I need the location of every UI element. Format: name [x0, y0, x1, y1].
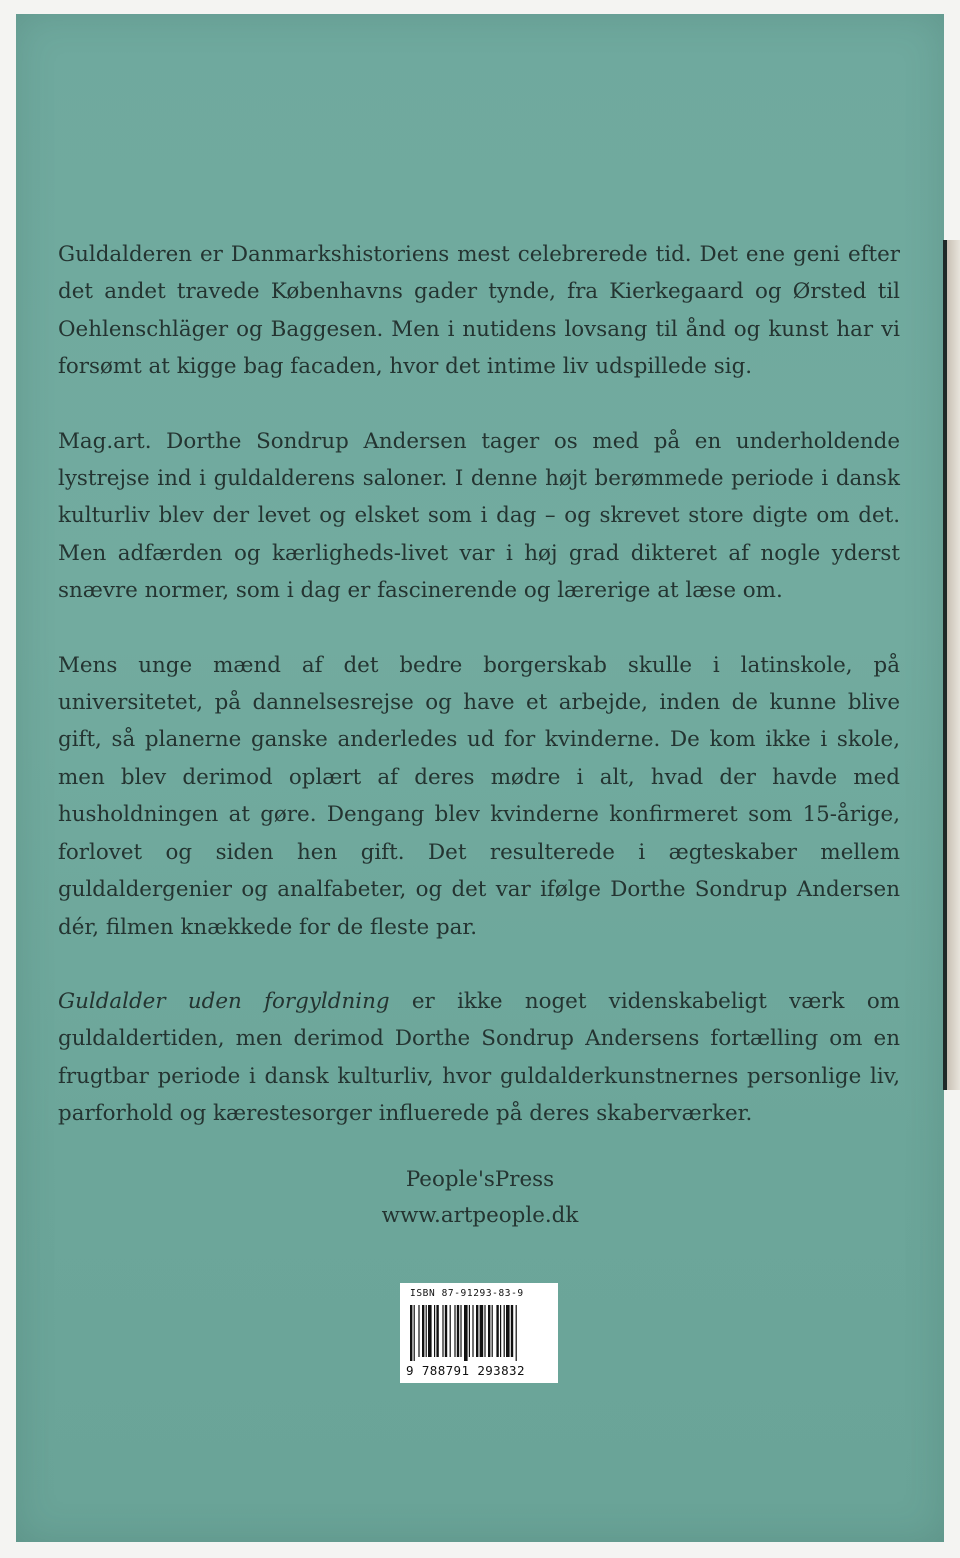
blurb-paragraph-2: Mag.art. Dorthe Sondrup Andersen tager os med på en underholdende lystrejse ind i guldalderens saloner. I denne højt berømmede periode i dansk kulturliv blev der levet og elsket som i dag – og skrevet store digte om det. Men adfærden og kærligheds-livet var i høj grad dikteret af nogle yderst snævre normer, som i dag er fascinerende og lærerige at læse om. — [58, 428, 900, 604]
barcode-bar — [504, 1305, 505, 1357]
barcode-bar — [472, 1305, 473, 1357]
barcode-bar — [428, 1305, 432, 1357]
barcode-bar — [410, 1305, 412, 1361]
publisher-name: People'sPress — [405, 1167, 555, 1192]
barcode-bar — [457, 1305, 459, 1357]
blurb-paragraph-4-text: er ikke noget videnskabeligt værk om guldaldertiden, men derimod Dorthe Sondrup Andersens fortælling om en frugtbar periode i dansk kulturliv, hvor guldalderkunstnernes personlige liv, parforhold og kærestesorger influerede på deres skaberværker. — [58, 988, 900, 1127]
ean-text: 9 788791 293832 — [406, 1363, 525, 1378]
blurb-paragraph-1: Guldalderen er Danmarkshistoriens mest celebrerede tid. Det ene geni efter det andet travede Københavns gader tynde, fra Kierkegaard og Ørsted til Oehlenschläger og Baggesen. Men i nutidens lovsang til ånd og kunst har vi forsømt at kigge bag facaden, hvor det intime liv udspillede sig. — [58, 242, 900, 380]
barcode-bar — [422, 1305, 424, 1357]
barcode-bar — [464, 1305, 468, 1361]
barcode-bar — [460, 1305, 461, 1357]
barcode-bar — [484, 1305, 485, 1357]
barcode-bar — [476, 1305, 478, 1357]
barcode-bar — [506, 1305, 510, 1357]
barcode-bar — [418, 1305, 419, 1357]
barcode-bar — [445, 1305, 447, 1357]
barcode-bar — [500, 1305, 501, 1357]
blurb-paragraph-4 — [58, 983, 900, 1133]
barcode-bar — [516, 1305, 517, 1361]
barcode-bar — [496, 1305, 498, 1357]
barcode-bar — [442, 1305, 443, 1357]
barcode-bar — [450, 1305, 451, 1357]
barcode-bar — [492, 1305, 493, 1357]
page-edges — [947, 240, 960, 1090]
book-title: Guldalder uden forgyldning — [58, 988, 390, 1014]
barcode-icon — [406, 1305, 554, 1361]
blurb-text — [58, 236, 900, 1170]
barcode-bar — [436, 1305, 438, 1357]
barcode-bar — [426, 1305, 427, 1357]
barcode-bar — [469, 1305, 470, 1357]
barcode-bar — [434, 1305, 435, 1357]
barcode-bar — [488, 1305, 490, 1357]
barcode-bar — [480, 1305, 484, 1357]
publisher-url: www.artpeople.dk — [381, 1203, 579, 1228]
barcode-bar — [414, 1305, 415, 1361]
blurb-paragraph-3: Mens unge mænd af det bedre borgerskab skulle i latinskole, på universitetet, på dannelsesrejse og have et arbejde, inden de kunne blive gift, så planerne ganske anderledes ud for kvinderne. De kom ikke i skole, men blev derimod oplært af deres mødre i alt, hvad der havde med husholdningen at gøre. Dengang blev kvinderne konfirmeret som 15-årige, forlovet og siden hen gift. Det resulterede i ægteskaber mellem guldaldergenier og analfabeter, og det var ifølge Dorthe Sondrup Andersen dér, filmen knækkede for de fleste par. — [58, 652, 900, 940]
publisher-block — [0, 1162, 960, 1234]
barcode-label — [400, 1283, 558, 1383]
isbn-text: ISBN 87-91293-83-9 — [410, 1288, 524, 1299]
barcode-bar — [454, 1305, 455, 1357]
barcode-bar — [511, 1305, 513, 1357]
